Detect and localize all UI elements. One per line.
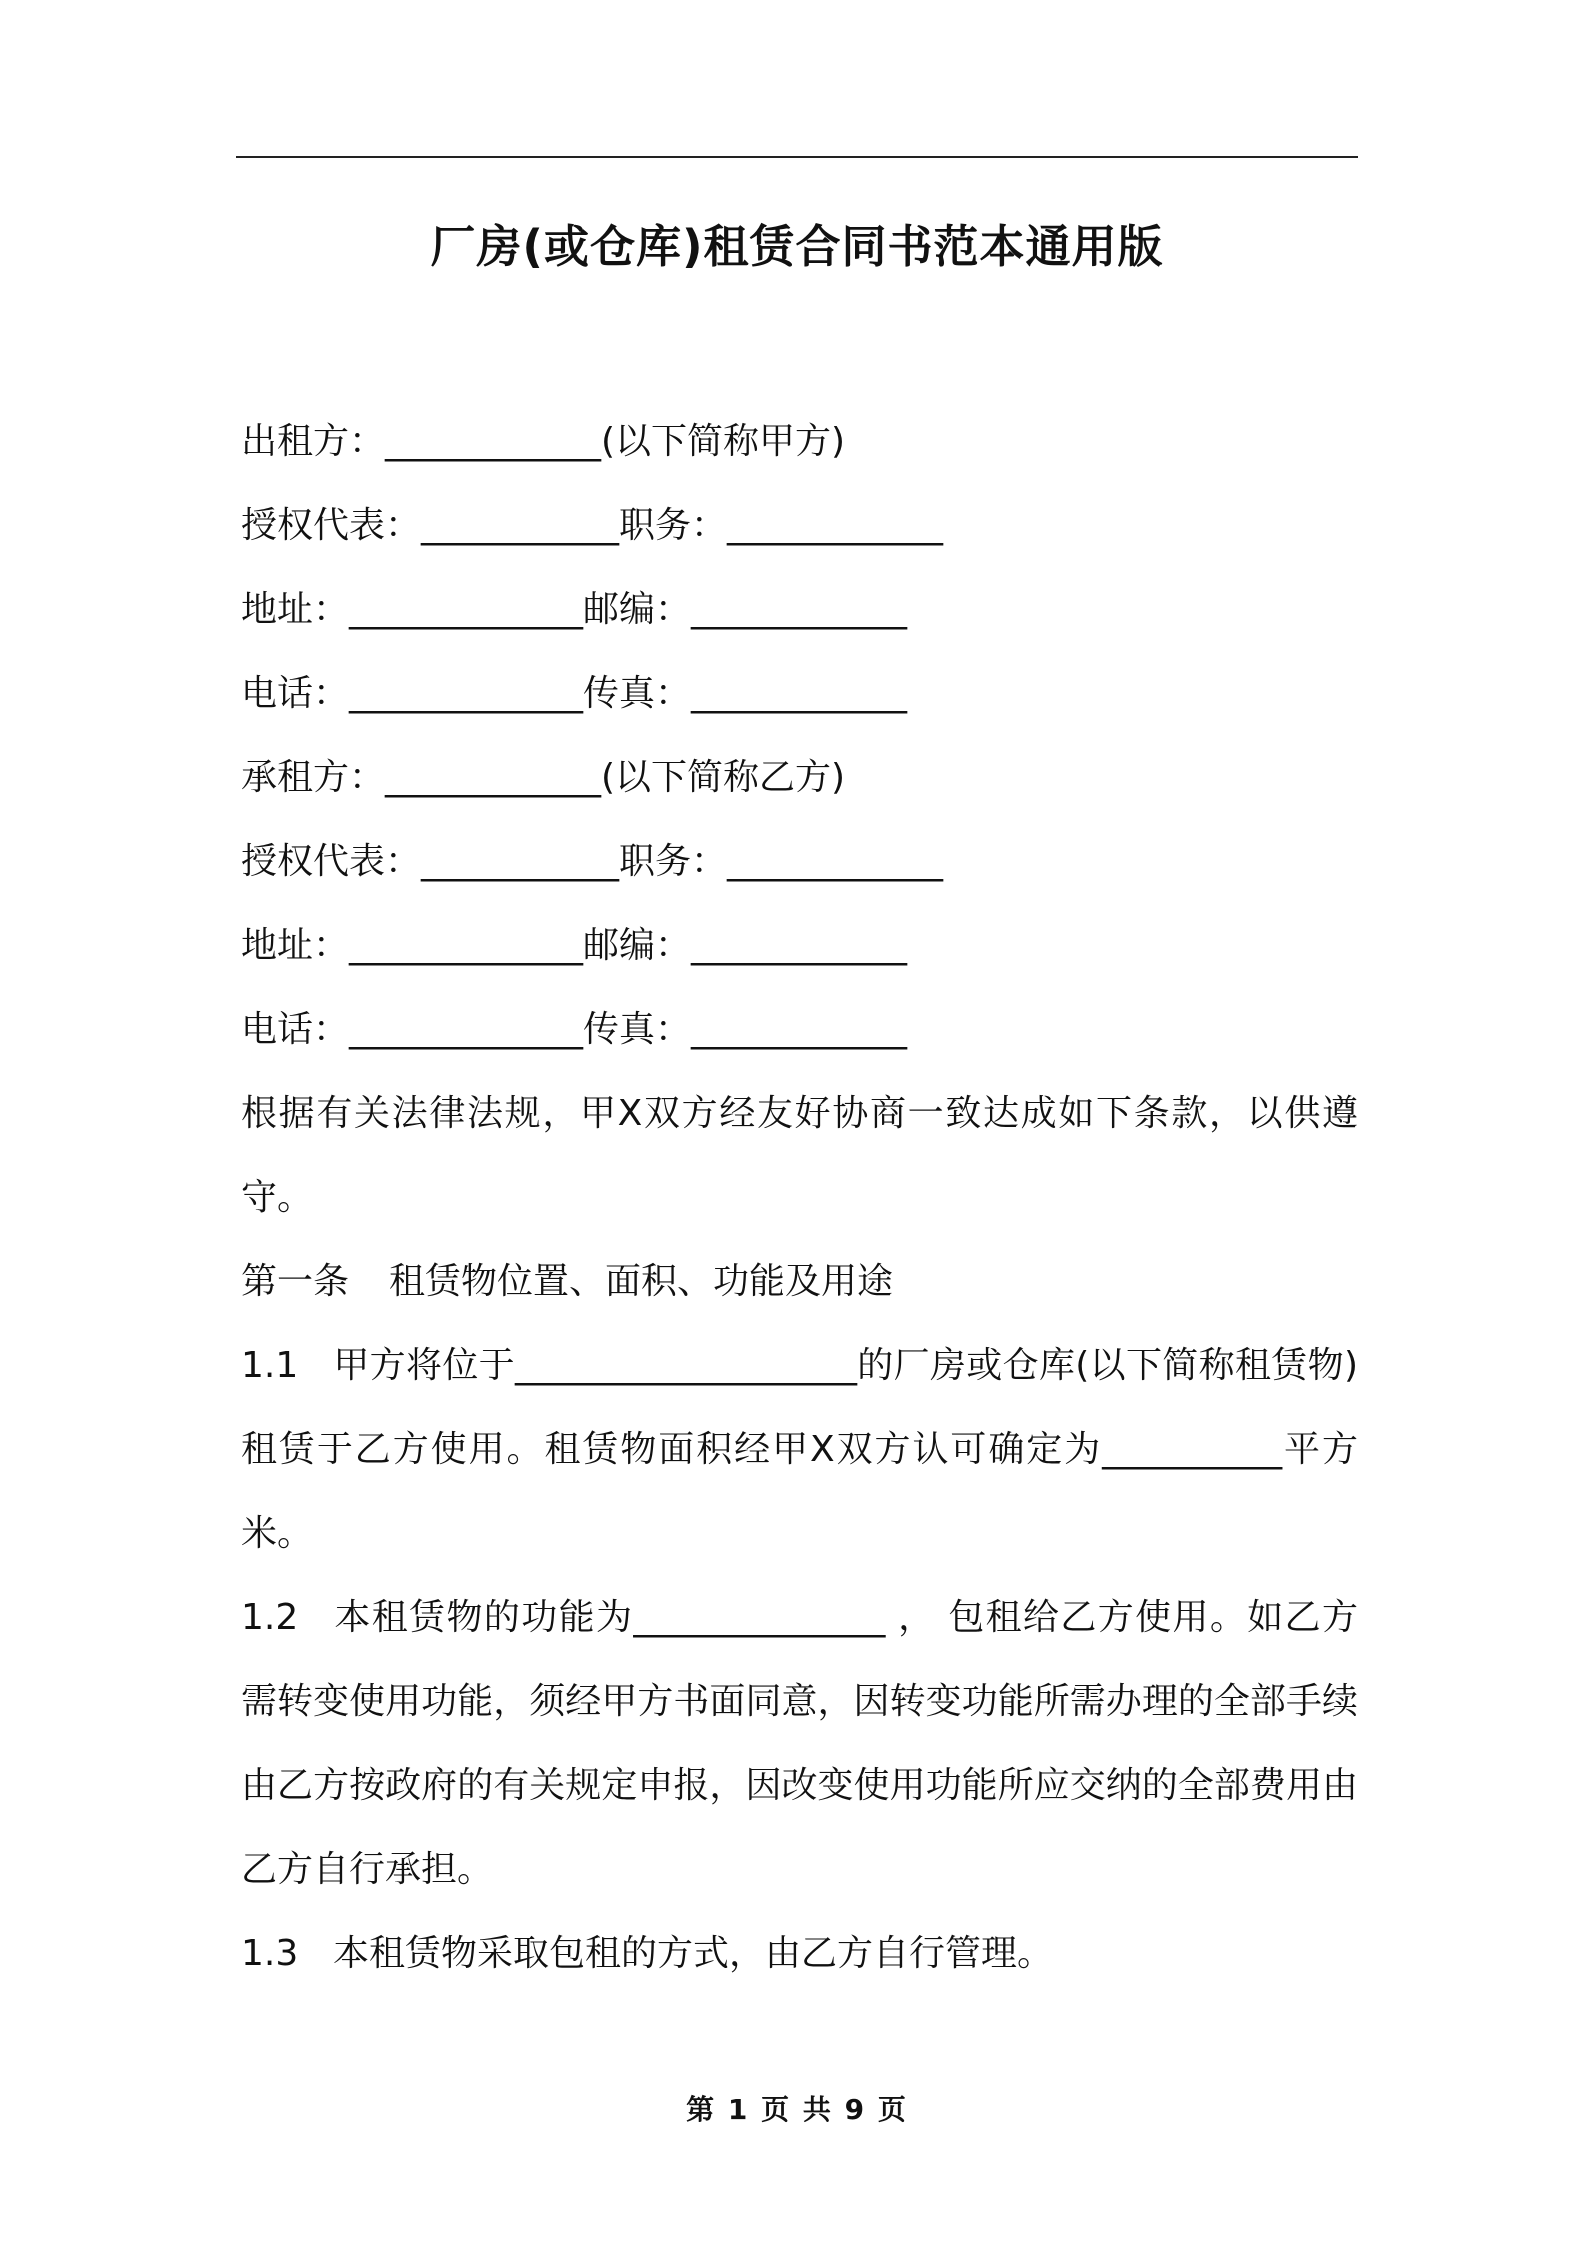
header-rule — [236, 156, 1358, 158]
clause-text: 甲方将位于___________________的厂房或仓库(以下简称租赁物)租赁于乙方使用。租赁物面积经甲X双方认可确定为__________平方米。 — [241, 1345, 1358, 1554]
clause-1-3 — [241, 1912, 1358, 1996]
clause-number: 1.2 — [241, 1597, 299, 1638]
document-title: 厂房(或仓库)租赁合同书范本通用版 — [430, 220, 1164, 273]
article-title: 租赁物位置、面积、功能及用途 — [389, 1261, 894, 1302]
lessee-representative-line: 授权代表：___________职务：____________ — [241, 841, 944, 882]
lessor-address-line: 地址：_____________邮编：____________ — [241, 589, 908, 630]
lessee-phone-line: 电话：_____________传真：____________ — [241, 1009, 908, 1050]
clause-number: 1.3 — [241, 1933, 299, 1974]
clause-number: 1.1 — [241, 1345, 299, 1386]
lessor-representative-line: 授权代表：___________职务：____________ — [241, 505, 944, 546]
clause-1-1 — [241, 1324, 1358, 1576]
party-b-block — [241, 736, 1358, 1072]
party-a-block — [241, 400, 1358, 736]
clause-1-2 — [241, 1576, 1358, 1912]
article-label: 第一条 — [241, 1261, 350, 1302]
page-number-footer: 第 1 页 共 9 页 — [686, 2093, 908, 2126]
lessor-line: 出租方：____________(以下简称甲方) — [241, 421, 846, 462]
lessee-address-line: 地址：_____________邮编：____________ — [241, 925, 908, 966]
clause-text: 本租赁物采取包租的方式，由乙方自行管理。 — [333, 1933, 1054, 1974]
preamble-paragraph: 根据有关法律法规，甲X双方经友好协商一致达成如下条款，以供遵守。 — [241, 1093, 1358, 1218]
article-heading — [241, 1240, 1358, 1324]
lessee-line: 承租方：____________(以下简称乙方) — [241, 757, 846, 798]
lessor-phone-line: 电话：_____________传真：____________ — [241, 673, 908, 714]
document-body — [241, 400, 1358, 1996]
clause-text: 本租赁物的功能为______________ ， 包租给乙方使用。如乙方需转变使用功能，须经甲方书面同意，因转变功能所需办理的全部手续由乙方按政府的有关规定申报，因改变使用功能所应交纳的全部费用由乙方自行承担。 — [241, 1597, 1358, 1890]
